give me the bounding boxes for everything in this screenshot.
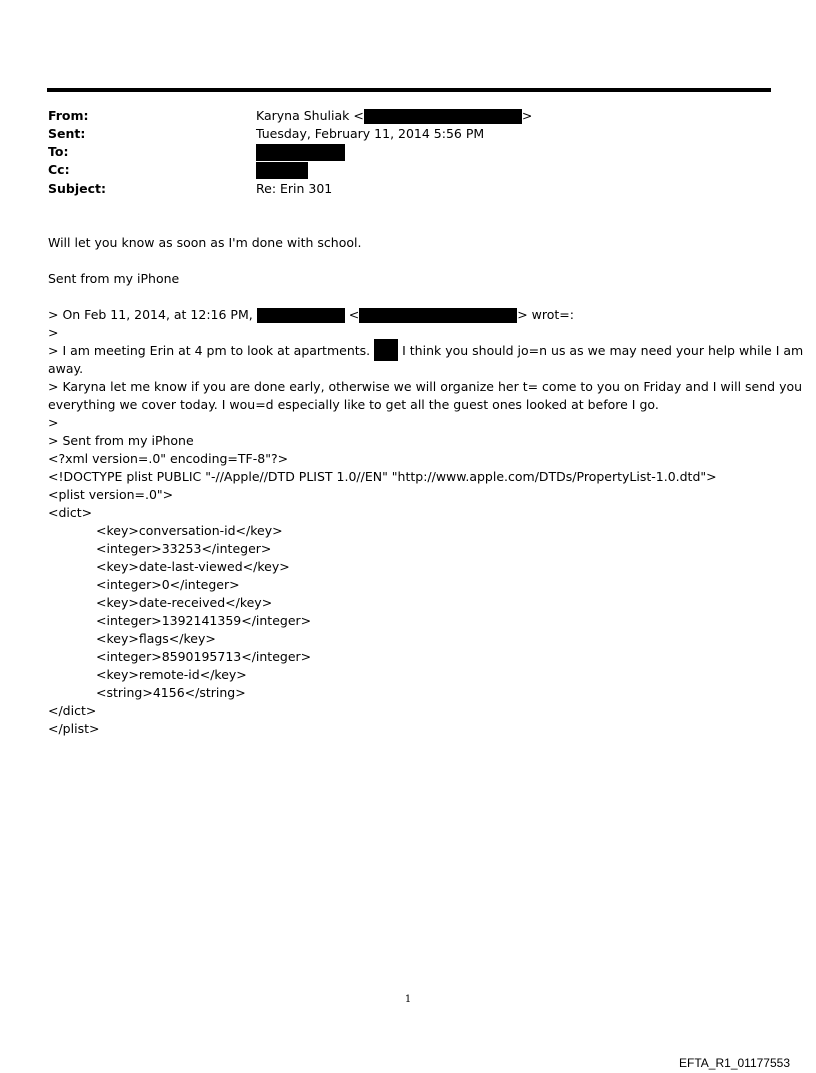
quote-intro-text: > wrot=: [517,307,574,322]
redaction-box [257,308,345,323]
from-close: > [521,108,533,123]
quote-intro [48,306,574,324]
quote-line: away. [48,361,84,376]
from-value [256,107,532,125]
from-name: Karyna Shuliak < [256,108,364,123]
plist-line: <integer>1392141359</integer> [96,613,312,628]
quote-text: > I am meeting Erin at 4 pm to look at apartments. [48,343,371,358]
plist-line: <?xml version=.0" encoding=TF-8"?> [48,451,289,466]
body-signature: Sent from my iPhone [48,271,180,286]
quote-intro-text: < [348,307,360,322]
quote-intro-text: > On Feb 11, 2014, at 12:16 PM, [48,307,253,322]
body-line: Will let you know as soon as I'm done with school. [48,235,362,250]
header-rule [47,88,771,92]
plist-line: <key>conversation-id</key> [96,523,283,538]
plist-line: <integer>33253</integer> [96,541,272,556]
plist-line: <integer>0</integer> [96,577,240,592]
subject-label: Subject: [48,181,106,196]
quote-blank: > [48,415,59,430]
sent-value: Tuesday, February 11, 2014 5:56 PM [256,126,485,141]
redaction-box [364,109,522,124]
quote-line: everything we cover today. I wou=d especially like to get all the guest ones looked at before I go. [48,397,659,412]
quote-text: I think you should jo=n us as we may need your help while I am [402,343,804,358]
cc-value [256,161,308,179]
plist-line: <key>date-last-viewed</key> [96,559,290,574]
quote-blank: > [48,325,59,340]
redaction-box [256,144,345,161]
quote-paragraph [48,342,803,361]
plist-line: </dict> [48,703,97,718]
to-label: To: [48,144,69,159]
subject-value: Re: Erin 301 [256,181,333,196]
plist-line: </plist> [48,721,100,736]
plist-line: <key>flags</key> [96,631,216,646]
plist-line: <!DOCTYPE plist PUBLIC "-//Apple//DTD PLIST 1.0//EN" "http://www.apple.com/DTDs/PropertyList-1.0.dtd"> [48,469,717,484]
plist-line: <key>remote-id</key> [96,667,247,682]
to-value [256,143,345,161]
page-number: 1 [404,994,412,1005]
plist-line: <dict> [48,505,93,520]
plist-line: <string>4156</string> [96,685,246,700]
sent-label: Sent: [48,126,86,141]
plist-line: <plist version=.0"> [48,487,174,502]
redaction-box [374,339,398,361]
plist-line: <integer>8590195713</integer> [96,649,312,664]
redaction-box [359,308,517,323]
redaction-box [256,162,308,179]
from-label: From: [48,108,89,123]
plist-line: <key>date-received</key> [96,595,273,610]
quote-sent: > Sent from my iPhone [48,433,194,448]
quote-line: > Karyna let me know if you are done early, otherwise we will organize her t= come to you on Friday and I will send you [48,379,803,394]
cc-label: Cc: [48,162,70,177]
bates-number: EFTA_R1_01177553 [679,1056,790,1070]
